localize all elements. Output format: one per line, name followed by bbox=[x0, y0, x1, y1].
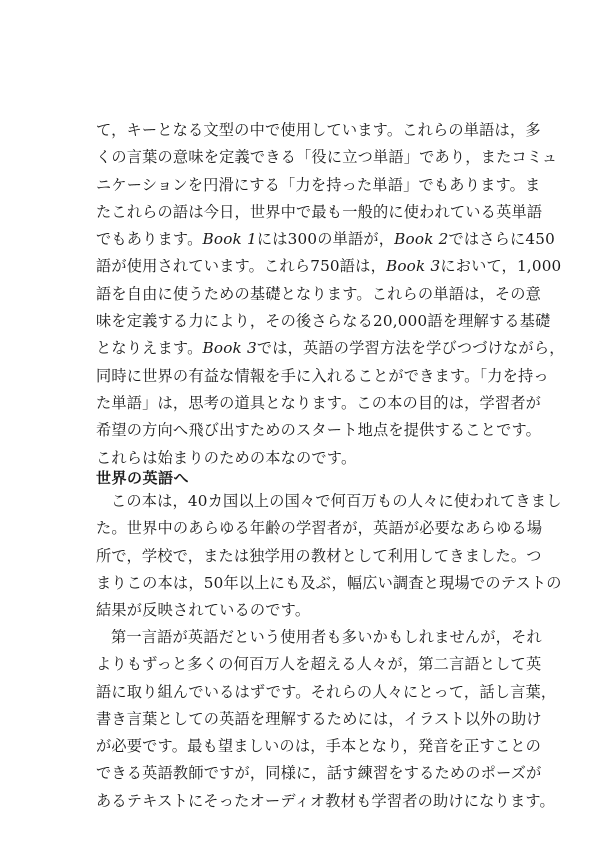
book-title: Book 1 bbox=[202, 230, 257, 249]
text-line: あるテキストにそったオーディオ教材も学習者の助けになります。 bbox=[96, 791, 555, 810]
text-line: 希望の方向へ飛び出すためのスタート地点を提供することです。 bbox=[96, 421, 542, 440]
text-line bbox=[96, 335, 565, 362]
book-title: Book 2 bbox=[394, 230, 449, 249]
text-segment: では，英語の学習方法を学びつづけながら， bbox=[256, 339, 565, 358]
book-title: Book 3 bbox=[385, 257, 441, 276]
paragraph-world-english bbox=[96, 488, 562, 624]
text-line bbox=[96, 226, 556, 253]
section-heading: 世界の英語へ bbox=[96, 469, 190, 487]
text-line: これらは始まりのための本なのです。 bbox=[96, 448, 357, 467]
text-line: が必要です。最も望ましいのは，手本となり，発音を正すことの bbox=[96, 737, 542, 756]
text-segment: において，1,000 bbox=[440, 257, 562, 276]
text-line: 同時に世界の有益な情報を手に入れることができます。「力を持っ bbox=[96, 366, 549, 385]
text-line: たこれらの語は今日，世界中で最も一般的に使われている英単語 bbox=[96, 202, 543, 221]
text-segment: となりえます。 bbox=[96, 339, 203, 358]
paragraph-intro bbox=[96, 117, 565, 472]
text-line: よりもずっと多くの何百万人を超える人々が，第二言語として英 bbox=[96, 655, 542, 674]
text-line: た。世界中のあらゆる年齢の学習者が，英語が必要なあらゆる場 bbox=[96, 519, 543, 538]
text-line: ニケーションを円滑にする「力を持った単語」でもあります。ま bbox=[96, 175, 541, 194]
text-line: 第一言語が英語だという使用者も多いかもしれませんが，それ bbox=[111, 628, 542, 646]
text-line: まりこの本は，50年以上にも及ぶ，幅広い調査と現場でのテストの bbox=[96, 573, 562, 592]
book-title: Book 3 bbox=[202, 339, 257, 358]
text-line: 語に取り組んでいるはずです。それらの人々にとって，話し言葉， bbox=[96, 682, 557, 701]
text-line: この本は，40カ国以上の国々で何百万もの人々に使われてきまし bbox=[111, 492, 562, 510]
text-line: 結果が反映されているのです。 bbox=[96, 601, 311, 620]
text-segment: には300の単語が， bbox=[256, 230, 395, 249]
paragraph-second-language bbox=[96, 624, 557, 815]
text-segment: でもあります。 bbox=[96, 230, 203, 249]
text-line: て，キーとなる文型の中で使用しています。これらの単語は，多 bbox=[96, 121, 541, 139]
text-segment: 語が使用されています。これら750語は， bbox=[96, 257, 386, 276]
text-line: 味を定義する力により，その後さらなる20,000語を理解する基礎 bbox=[96, 312, 551, 331]
text-line: できる英語教師ですが，同様に，話す練習をするためのポーズが bbox=[96, 764, 542, 783]
text-line: くの言葉の意味を定義できる「役に立つ単語」であり，またコミュ bbox=[96, 148, 558, 167]
text-line: 語を自由に使うための基礎となります。これらの単語は，その意 bbox=[96, 284, 542, 303]
text-segment: ではさらに450 bbox=[448, 230, 556, 249]
text-line: た単語」は，思考の道具となります。この本の目的は，学習者が bbox=[96, 393, 542, 412]
text-line bbox=[96, 253, 562, 280]
text-line: 所で，学校で，または独学用の教材として利用してきました。つ bbox=[96, 546, 542, 565]
text-line: 書き言葉としての英語を理解するためには，イラスト以外の助け bbox=[96, 709, 542, 728]
